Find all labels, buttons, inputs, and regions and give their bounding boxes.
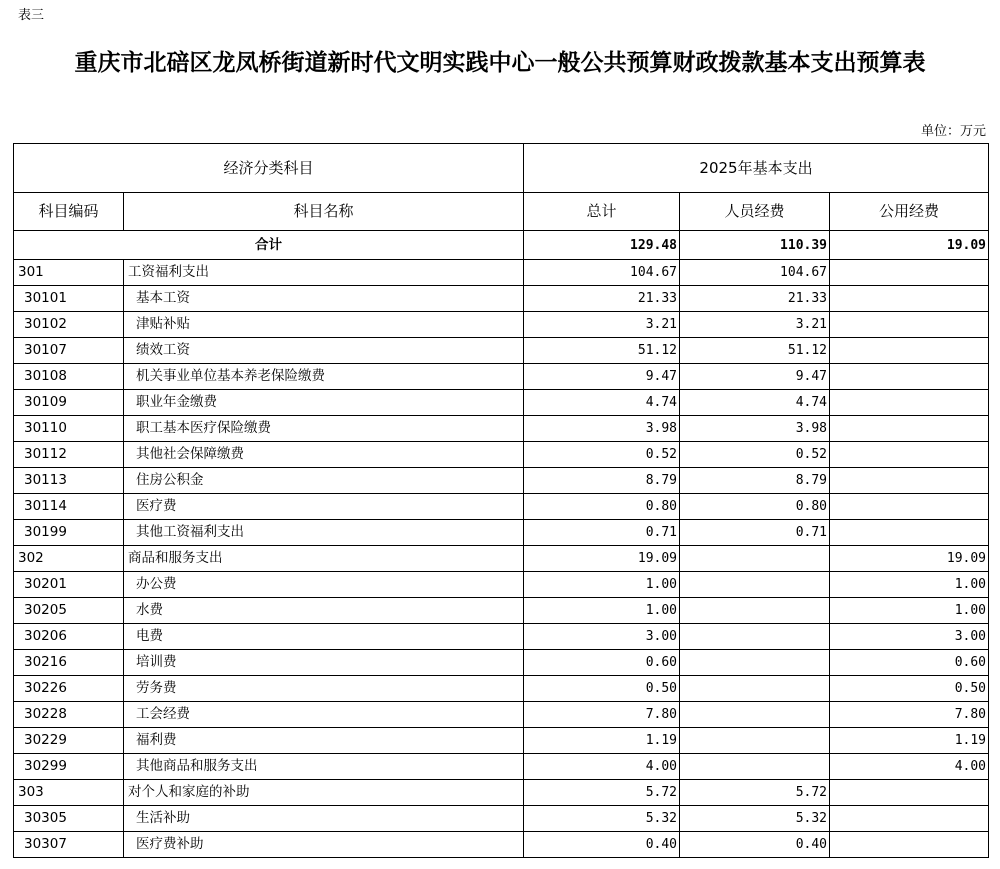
header-group-row: [14, 144, 989, 193]
row-name: 其他社会保障缴费: [124, 442, 524, 468]
row-code: 30107: [14, 338, 124, 364]
row-public: [830, 442, 989, 468]
row-name: 机关事业单位基本养老保险缴费: [124, 364, 524, 390]
table-row: [14, 806, 989, 832]
row-code: 30307: [14, 832, 124, 858]
header-public: 公用经费: [830, 193, 989, 231]
table-row: [14, 312, 989, 338]
header-total: 总计: [524, 193, 680, 231]
row-personnel: 0.52: [680, 442, 830, 468]
row-personnel: [680, 598, 830, 624]
table-row: [14, 780, 989, 806]
row-personnel: 5.32: [680, 806, 830, 832]
row-public: [830, 286, 989, 312]
row-total: 1.00: [524, 598, 680, 624]
row-name: 生活补助: [124, 806, 524, 832]
row-personnel: [680, 754, 830, 780]
row-code: 30206: [14, 624, 124, 650]
row-personnel: 4.74: [680, 390, 830, 416]
row-name: 住房公积金: [124, 468, 524, 494]
table-row: [14, 832, 989, 858]
row-code: 30199: [14, 520, 124, 546]
row-public: [830, 520, 989, 546]
header-name: 科目名称: [124, 193, 524, 231]
row-code: 30112: [14, 442, 124, 468]
row-code: 30299: [14, 754, 124, 780]
row-personnel: 104.67: [680, 260, 830, 286]
row-public: 0.60: [830, 650, 989, 676]
row-personnel: 51.12: [680, 338, 830, 364]
row-personnel: [680, 676, 830, 702]
table-row: [14, 728, 989, 754]
row-code: 30228: [14, 702, 124, 728]
row-code: 30114: [14, 494, 124, 520]
row-personnel: 0.40: [680, 832, 830, 858]
table-row: [14, 338, 989, 364]
row-total: 1.19: [524, 728, 680, 754]
row-name: 工资福利支出: [124, 260, 524, 286]
row-personnel: 0.80: [680, 494, 830, 520]
row-personnel: 3.98: [680, 416, 830, 442]
row-total: 1.00: [524, 572, 680, 598]
table-row: [14, 754, 989, 780]
row-name: 工会经费: [124, 702, 524, 728]
document-tag: 表三: [18, 8, 45, 23]
row-total: 5.72: [524, 780, 680, 806]
row-name: 电费: [124, 624, 524, 650]
table-row: [14, 260, 989, 286]
row-public: [830, 780, 989, 806]
row-name: 培训费: [124, 650, 524, 676]
row-name: 劳务费: [124, 676, 524, 702]
budget-table: [13, 143, 989, 858]
row-total: 0.52: [524, 442, 680, 468]
table-row: [14, 572, 989, 598]
row-total: 51.12: [524, 338, 680, 364]
row-personnel: [680, 728, 830, 754]
table-row: [14, 546, 989, 572]
row-personnel: [680, 546, 830, 572]
row-public: [830, 494, 989, 520]
row-public: 19.09: [830, 546, 989, 572]
row-personnel: 8.79: [680, 468, 830, 494]
row-name: 职工基本医疗保险缴费: [124, 416, 524, 442]
row-public: [830, 364, 989, 390]
row-total: 19.09: [524, 546, 680, 572]
row-name: 办公费: [124, 572, 524, 598]
row-code: 30216: [14, 650, 124, 676]
row-name: 职业年金缴费: [124, 390, 524, 416]
row-total: 5.32: [524, 806, 680, 832]
row-personnel: [680, 572, 830, 598]
table-row: [14, 364, 989, 390]
row-name: 医疗费补助: [124, 832, 524, 858]
row-personnel: 0.71: [680, 520, 830, 546]
row-total: 8.79: [524, 468, 680, 494]
total-personnel: 110.39: [680, 231, 830, 260]
table-row: [14, 624, 989, 650]
row-total: 0.40: [524, 832, 680, 858]
header-personnel: 人员经费: [680, 193, 830, 231]
row-public: 1.00: [830, 572, 989, 598]
row-public: [830, 260, 989, 286]
row-code: 30205: [14, 598, 124, 624]
row-public: [830, 468, 989, 494]
row-personnel: [680, 650, 830, 676]
total-public: 19.09: [830, 231, 989, 260]
row-personnel: 3.21: [680, 312, 830, 338]
unit-label: 单位：万元: [920, 124, 986, 139]
table-row: [14, 416, 989, 442]
row-name: 福利费: [124, 728, 524, 754]
table-row: [14, 286, 989, 312]
table-row: [14, 702, 989, 728]
table-row: [14, 598, 989, 624]
row-personnel: [680, 702, 830, 728]
row-name: 医疗费: [124, 494, 524, 520]
table-row: [14, 494, 989, 520]
row-personnel: 5.72: [680, 780, 830, 806]
row-public: [830, 338, 989, 364]
row-total: 0.60: [524, 650, 680, 676]
row-code: 30109: [14, 390, 124, 416]
row-code: 30110: [14, 416, 124, 442]
row-code: 302: [14, 546, 124, 572]
row-public: 3.00: [830, 624, 989, 650]
row-code: 301: [14, 260, 124, 286]
row-code: 30108: [14, 364, 124, 390]
table-row: [14, 468, 989, 494]
header-column-row: [14, 193, 989, 231]
page-title: 重庆市北碚区龙凤桥街道新时代文明实践中心一般公共预算财政拨款基本支出预算表: [74, 50, 926, 76]
table-row: [14, 390, 989, 416]
row-total: 4.74: [524, 390, 680, 416]
row-name: 水费: [124, 598, 524, 624]
total-row: [14, 231, 989, 260]
row-code: 30226: [14, 676, 124, 702]
row-public: 1.00: [830, 598, 989, 624]
row-code: 30229: [14, 728, 124, 754]
row-total: 7.80: [524, 702, 680, 728]
row-total: 0.50: [524, 676, 680, 702]
row-total: 0.80: [524, 494, 680, 520]
row-public: [830, 806, 989, 832]
table-row: [14, 520, 989, 546]
row-name: 对个人和家庭的补助: [124, 780, 524, 806]
row-public: 4.00: [830, 754, 989, 780]
header-code: 科目编码: [14, 193, 124, 231]
row-name: 基本工资: [124, 286, 524, 312]
row-total: 21.33: [524, 286, 680, 312]
row-public: 0.50: [830, 676, 989, 702]
row-total: 4.00: [524, 754, 680, 780]
total-label: 合计: [14, 231, 524, 260]
total-total: 129.48: [524, 231, 680, 260]
row-total: 3.21: [524, 312, 680, 338]
row-name: 其他工资福利支出: [124, 520, 524, 546]
row-total: 0.71: [524, 520, 680, 546]
row-personnel: [680, 624, 830, 650]
row-code: 30305: [14, 806, 124, 832]
row-code: 303: [14, 780, 124, 806]
row-personnel: 21.33: [680, 286, 830, 312]
row-code: 30102: [14, 312, 124, 338]
row-name: 绩效工资: [124, 338, 524, 364]
row-total: 9.47: [524, 364, 680, 390]
header-basic-expenditure: 2025年基本支出: [524, 144, 989, 193]
header-economic-classification: 经济分类科目: [14, 144, 524, 193]
row-public: [830, 312, 989, 338]
row-code: 30113: [14, 468, 124, 494]
row-name: 商品和服务支出: [124, 546, 524, 572]
row-public: [830, 832, 989, 858]
table-row: [14, 676, 989, 702]
row-public: 1.19: [830, 728, 989, 754]
row-total: 3.00: [524, 624, 680, 650]
row-public: [830, 390, 989, 416]
row-name: 津贴补贴: [124, 312, 524, 338]
row-personnel: 9.47: [680, 364, 830, 390]
row-public: [830, 416, 989, 442]
table-row: [14, 442, 989, 468]
row-total: 3.98: [524, 416, 680, 442]
row-code: 30201: [14, 572, 124, 598]
row-public: 7.80: [830, 702, 989, 728]
table-row: [14, 650, 989, 676]
row-name: 其他商品和服务支出: [124, 754, 524, 780]
row-total: 104.67: [524, 260, 680, 286]
row-code: 30101: [14, 286, 124, 312]
